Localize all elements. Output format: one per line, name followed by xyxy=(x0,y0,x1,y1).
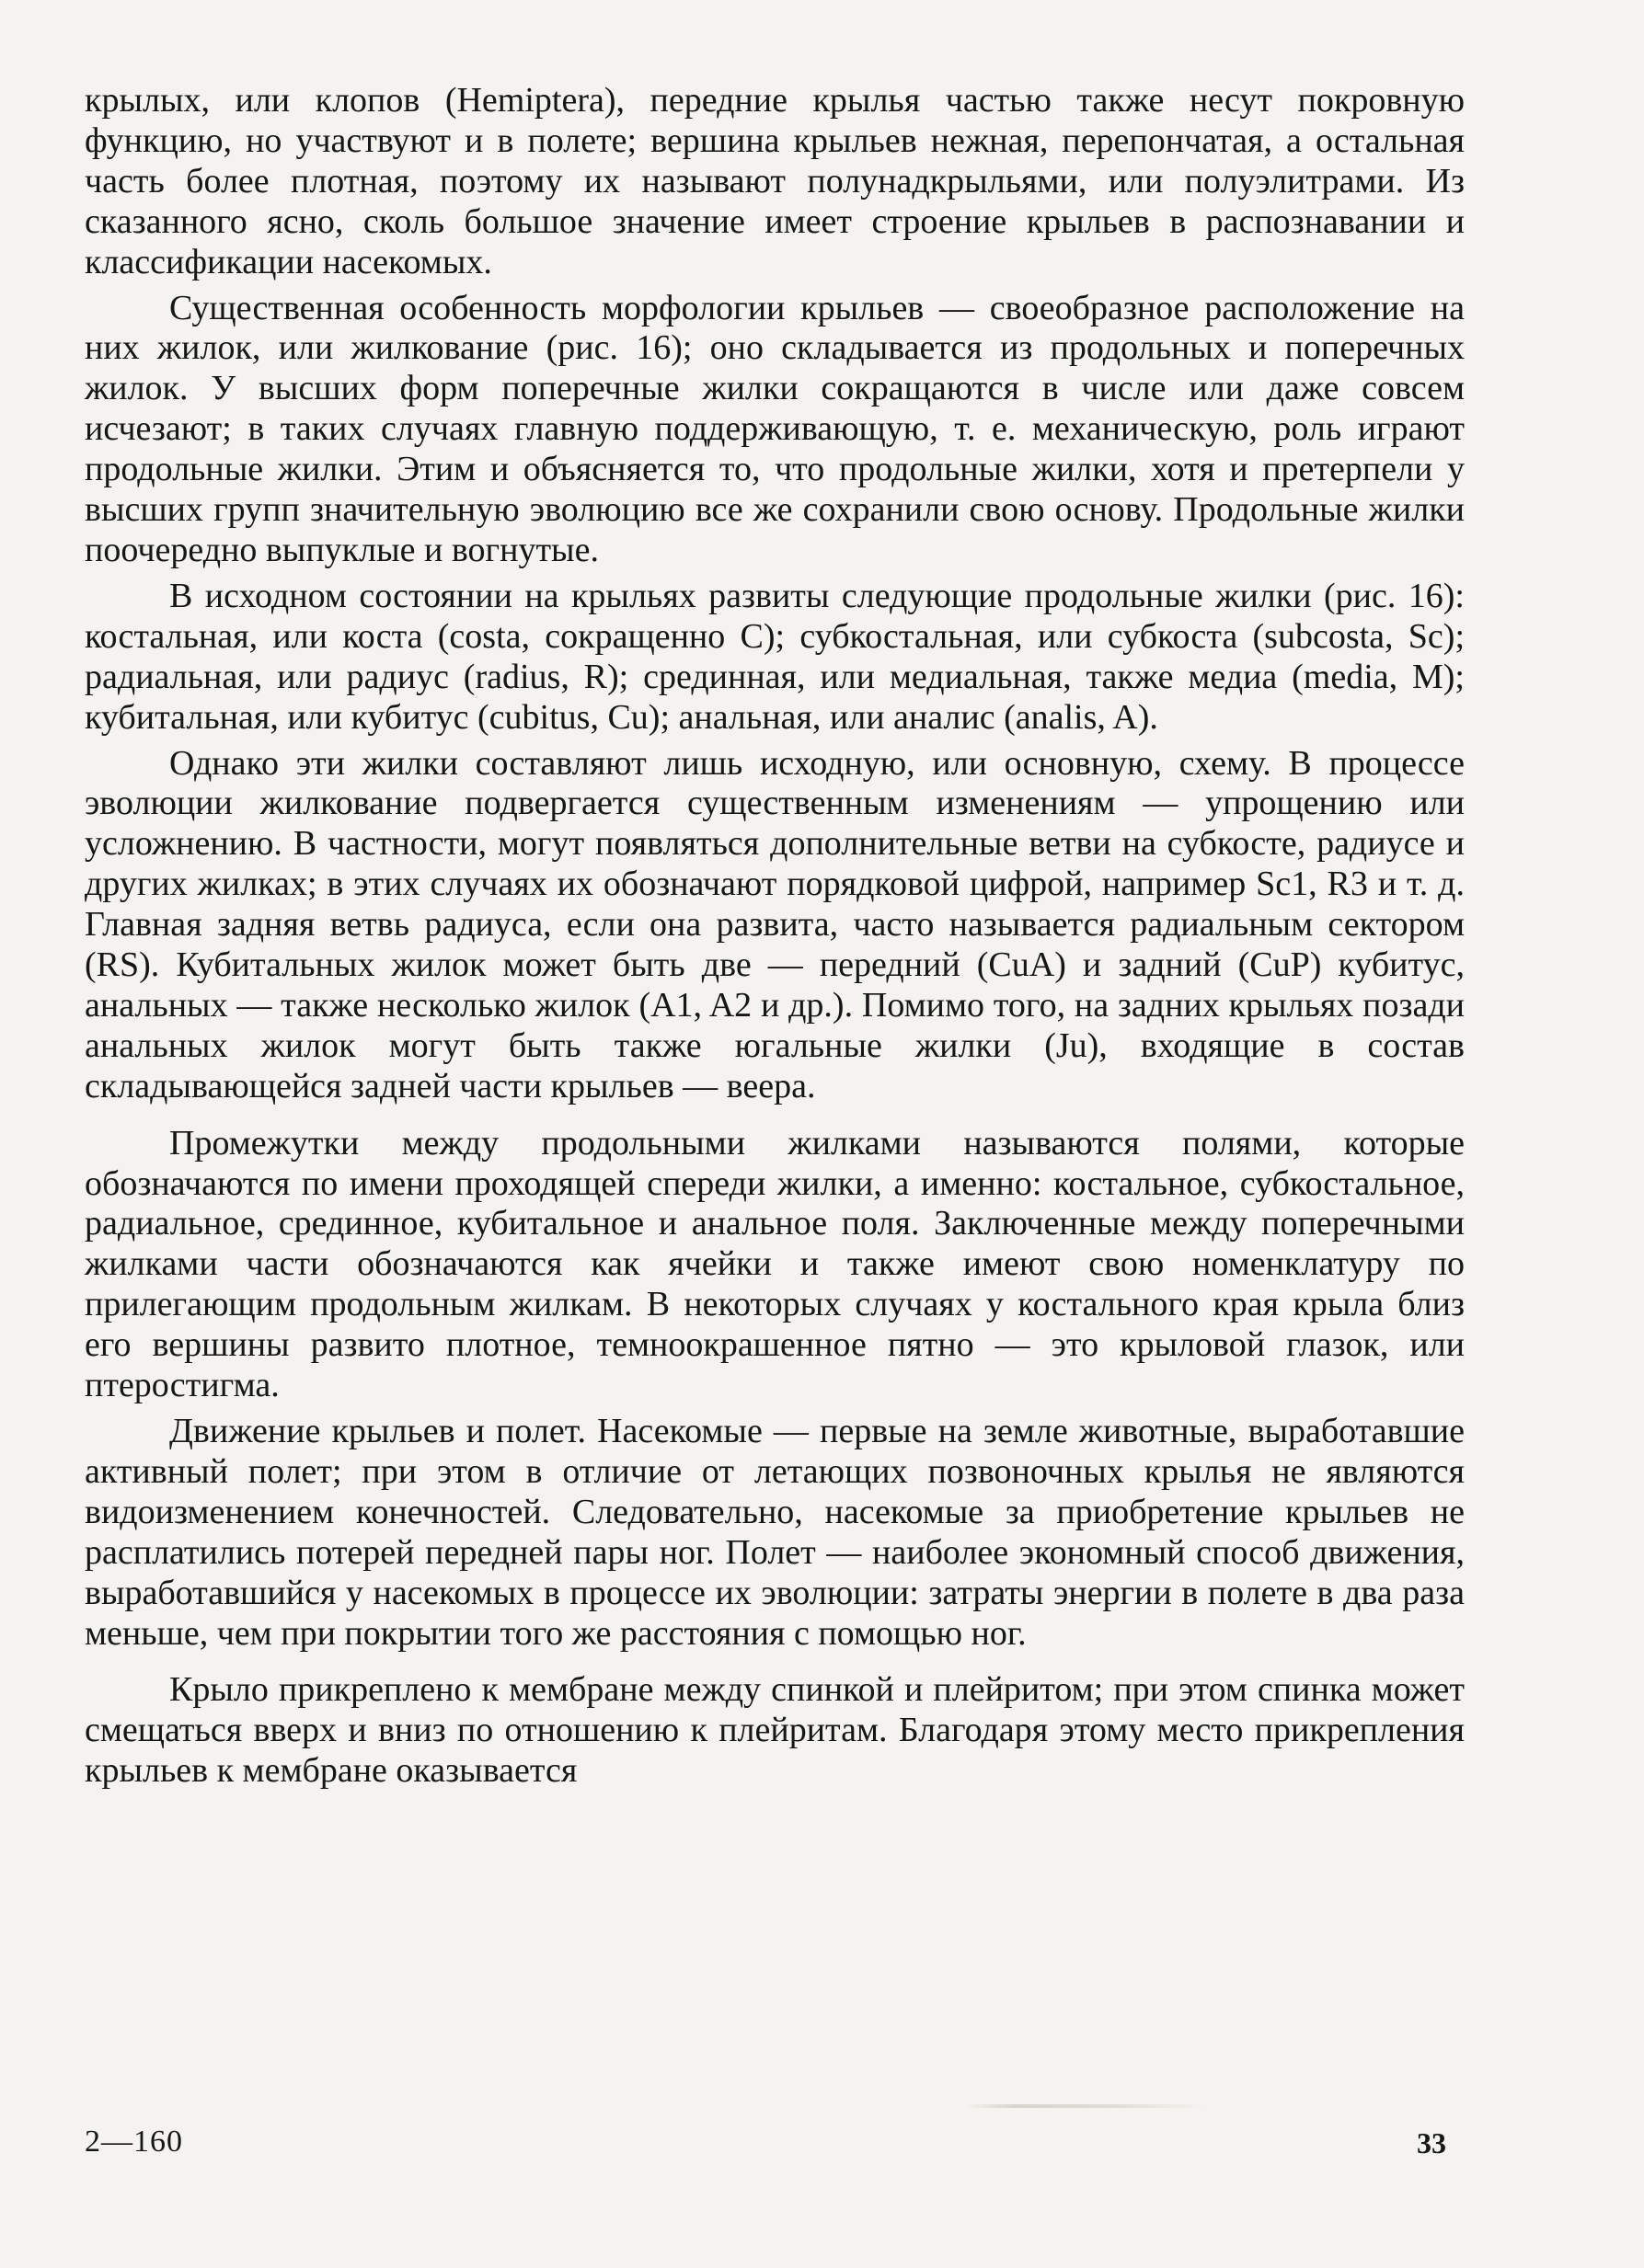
page-number: 33 xyxy=(1417,2126,1446,2159)
paragraph-6-section xyxy=(85,1412,1465,1654)
body-text xyxy=(85,81,1465,1792)
paragraph-6-text: Движение крыльев и полет. Насекомые — первые на земле животные, выработавшие активный полет; при этом в отличие от летающих позвоночных крылья не являются видоизменением конечностей. Следовательно, насекомые за приобретение крыльев не расплатились потерей передней пары ног. Полет — наиболее экономный способ движения, выработавшийся у насекомых в процессе их эволюции: затраты энергии в полете в два раза меньше, чем при покрытии того же расстояния с помощью ног. xyxy=(85,1412,1465,1653)
paragraph-2-text: Существенная особенность морфологии крыльев — своеобразное расположение на них жилок, или жилкование (рис. 16); оно складывается из продольных и поперечных жилок. У высших форм поперечные жилки сокращаются в числе или даже совсем исчезают; в таких случаях главную поддерживающую, т. е. механическую, роль играют продольные жилки. Этим и объясняется то, что продольные жилки, хотя и претерпели у высших групп значительную эволюцию все же сохранили свою основу. Продольные жилки поочередно выпуклые и вогнутые. xyxy=(85,288,1465,569)
paragraph-3 xyxy=(85,577,1465,739)
paragraph-1 xyxy=(85,81,1465,283)
paragraph-7 xyxy=(85,1670,1465,1792)
paragraph-4-text: Однако эти жилки составляют лишь исходную, или основную, схему. В процессе эволюции жилкование подвергается существенным изменениям — упрощению или усложнению. В частности, могут появляться дополнительные ветви на субкосте, радиусе и других жилках; в этих случаях их обозначают порядковой цифрой, например Sc1, R3 и т. д. Главная задняя ветвь радиуса, если она развита, часто называется радиальным сектором (RS). Кубитальных жилок может быть две — передний (CuA) и задний (CuP) кубитус, анальных — также несколько жилок (A1, A2 и др.). Помимо того, на задних крыльях позади анальных жилок могут быть также югальные жилки (Ju), входящие в состав складывающейся задней части крыльев — веера. xyxy=(85,743,1465,1105)
paragraph-3-text: В исходном состоянии на крыльях развиты следующие продольные жилки (рис. 16): костальная, или коста (costa, сокращенно C); субкостальная, или субкоста (subcosta, Sc); радиальная, или радиус (radius, R); срединная, или медиальная, также медиа (media, M); кубитальная, или кубитус (cubitus, Cu); анальная, или аналис (analis, A). xyxy=(85,576,1465,737)
paragraph-5-text: Промежутки между продольными жилками называются полями, которые обозначаются по имени проходящей спереди жилки, а именно: костальное, субкостальное, радиальное, срединное, кубитальное и анальное поля. Заключенные между поперечными жилками части обозначаются как ячейки и также имеют свою номенклатуру по прилегающим продольным жилкам. В некоторых случаях у костального края крыла близ его вершины развито плотное, темноокрашенное пятно — это крыловой глазок, или птеростигма. xyxy=(85,1123,1465,1405)
paragraph-5 xyxy=(85,1124,1465,1406)
paragraph-2 xyxy=(85,289,1465,571)
paragraph-4 xyxy=(85,744,1465,1107)
paragraph-7-text: Крыло прикреплено к мембране между спинкой и плейритом; при этом спинка может смещаться вверх и вниз по отношению к плейритам. Благодаря этому место прикрепления крыльев к мембране оказывается xyxy=(85,1670,1465,1791)
print-smudge xyxy=(966,2104,1205,2108)
paragraph-1-text: крылых, или клопов (Hemiptera), передние крылья частью также несут покровную функцию, но участвуют и в полете; вершина крыльев нежная, перепончатая, а остальная часть более плотная, поэтому их называют полунадкрыльями, или полуэлитрами. Из сказанного ясно, сколь большое значение имеет строение крыльев в распознавании и классификации насекомых. xyxy=(85,81,1465,281)
printer-signature: 2—160 xyxy=(85,2125,183,2159)
